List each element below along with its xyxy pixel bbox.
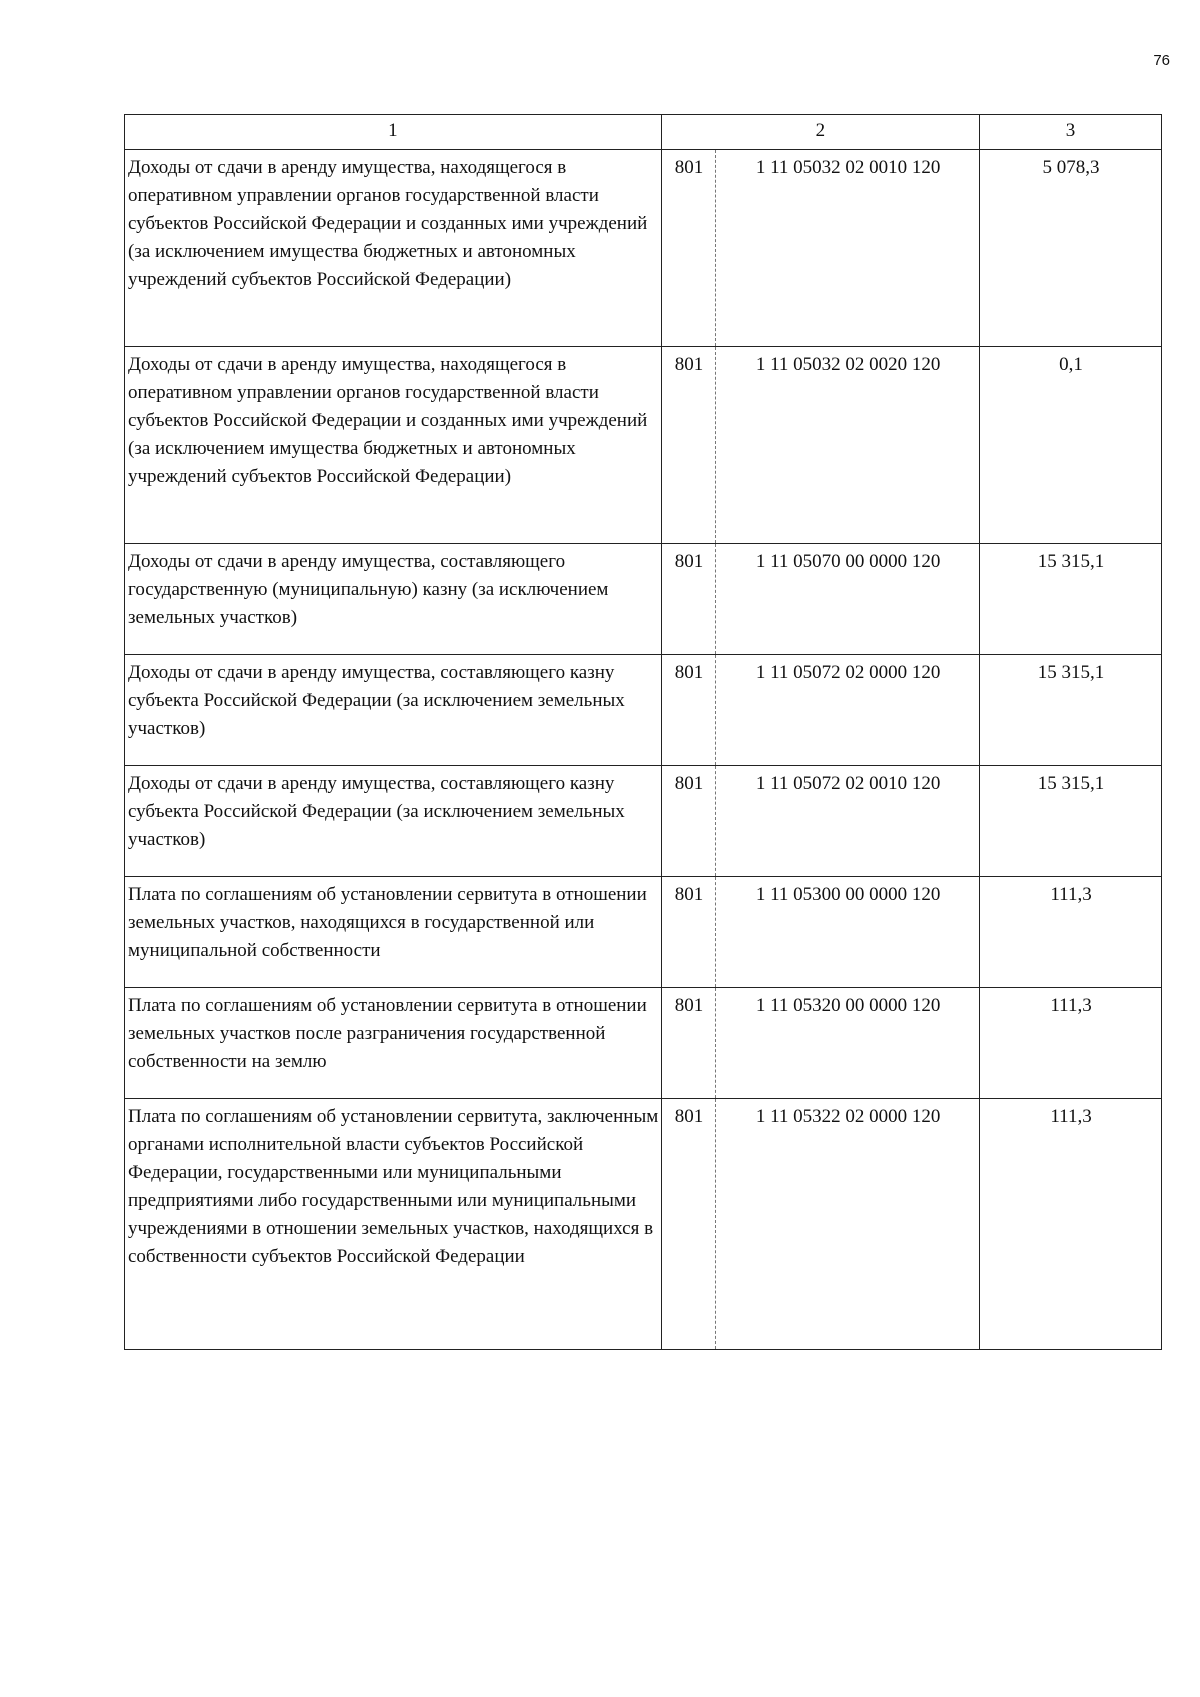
row-description: Плата по соглашениям об установлении сервитута в отношении земельных участков, находящихся в государственной или муниципальной собственности	[125, 877, 662, 988]
row-description: Плата по соглашениям об установлении сервитута, заключенным органами исполнительной власти субъектов Российской Федерации, государственными или муниципальными предприятиями либо государственными или муниципальными учреждениями в отношении земельных участков, находящихся в собственности субъектов Российской Федерации	[125, 1099, 662, 1350]
row-description: Доходы от сдачи в аренду имущества, составляющего казну субъекта Российской Федерации (за исключением земельных участков)	[125, 766, 662, 877]
row-description: Доходы от сдачи в аренду имущества, составляющего государственную (муниципальную) казну (за исключением земельных участков)	[125, 544, 662, 655]
row-budget-code: 1 11 05322 02 0000 120	[716, 1099, 980, 1350]
row-amount: 5 078,3	[980, 150, 1162, 347]
column-header-3: 3	[980, 115, 1162, 150]
table-row	[125, 877, 1162, 988]
row-budget-code: 1 11 05320 00 0000 120	[716, 988, 980, 1099]
table-row	[125, 766, 1162, 877]
revenue-table	[124, 114, 1162, 1350]
row-amount: 111,3	[980, 877, 1162, 988]
row-amount: 0,1	[980, 347, 1162, 544]
column-header-1: 1	[125, 115, 662, 150]
row-amount: 15 315,1	[980, 766, 1162, 877]
table-header-row	[125, 115, 1162, 150]
row-amount: 15 315,1	[980, 655, 1162, 766]
row-admin-code: 801	[661, 877, 716, 988]
row-admin-code: 801	[661, 988, 716, 1099]
row-budget-code: 1 11 05072 02 0010 120	[716, 766, 980, 877]
table-row	[125, 347, 1162, 544]
row-description: Доходы от сдачи в аренду имущества, находящегося в оперативном управлении органов государственной власти субъектов Российской Федерации и созданных ими учреждений (за исключением имущества бюджетных и автономных учреждений субъектов Российской Федерации)	[125, 347, 662, 544]
column-header-2: 2	[661, 115, 979, 150]
row-budget-code: 1 11 05300 00 0000 120	[716, 877, 980, 988]
row-admin-code: 801	[661, 544, 716, 655]
row-description: Доходы от сдачи в аренду имущества, составляющего казну субъекта Российской Федерации (за исключением земельных участков)	[125, 655, 662, 766]
table-row	[125, 544, 1162, 655]
table-row	[125, 1099, 1162, 1350]
page-number: 76	[1153, 52, 1170, 69]
row-budget-code: 1 11 05032 02 0010 120	[716, 150, 980, 347]
row-amount: 15 315,1	[980, 544, 1162, 655]
row-budget-code: 1 11 05032 02 0020 120	[716, 347, 980, 544]
row-amount: 111,3	[980, 1099, 1162, 1350]
row-admin-code: 801	[661, 766, 716, 877]
row-admin-code: 801	[661, 150, 716, 347]
table-row	[125, 655, 1162, 766]
row-budget-code: 1 11 05070 00 0000 120	[716, 544, 980, 655]
row-admin-code: 801	[661, 1099, 716, 1350]
row-admin-code: 801	[661, 655, 716, 766]
row-admin-code: 801	[661, 347, 716, 544]
table-row	[125, 150, 1162, 347]
table-row	[125, 988, 1162, 1099]
row-description: Плата по соглашениям об установлении сервитута в отношении земельных участков после разграничения государственной собственности на землю	[125, 988, 662, 1099]
row-amount: 111,3	[980, 988, 1162, 1099]
row-description: Доходы от сдачи в аренду имущества, находящегося в оперативном управлении органов государственной власти субъектов Российской Федерации и созданных ими учреждений (за исключением имущества бюджетных и автономных учреждений субъектов Российской Федерации)	[125, 150, 662, 347]
row-budget-code: 1 11 05072 02 0000 120	[716, 655, 980, 766]
